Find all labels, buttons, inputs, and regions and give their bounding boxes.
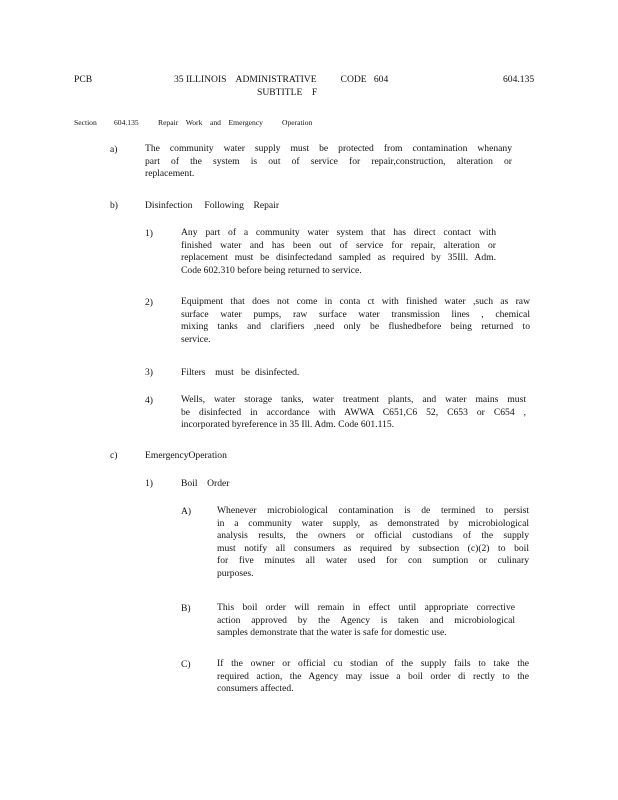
item-b2-label: 2) [145, 297, 153, 308]
item-a-text [145, 143, 512, 181]
item-b2-line: surface water pumps, raw surface water transmission lines , chemical [181, 308, 530, 320]
item-b4-text [181, 394, 526, 432]
item-b1-line: Code 602.310 before being returned to service. [181, 264, 362, 276]
item-c1c-label: C) [181, 659, 191, 670]
item-c1a-line: Whenever microbiological contamination is de termined to persist [217, 505, 529, 516]
item-c1b-line: This boil order will remain in effect until appropriate corrective [217, 602, 515, 613]
item-b2-line: mixing tanks and clarifiers ,need only be flushedbefore being returned to [181, 321, 530, 333]
item-a-label: a) [110, 144, 118, 155]
item-b2-text [181, 296, 530, 346]
item-b4-line: be disinfected in accordance with AWWA C651,C6 52, C653 or C654 , [181, 406, 526, 418]
item-c-label: c) [110, 450, 118, 461]
item-c1a-text [217, 505, 529, 581]
item-a-line: replacement. [145, 168, 195, 180]
item-c1-label: 1) [145, 478, 153, 489]
item-b-title: Disinfection Following Repair [145, 200, 280, 211]
section-title: Repair Work and Emergency Operation [158, 118, 313, 127]
item-c-title: EmergencyOperation [145, 450, 227, 461]
item-b4-line: Wells, water storage tanks, water treatment plants, and water mains must [181, 394, 526, 405]
item-c1-title: Boil Order [181, 478, 230, 489]
item-c1a-line: in a community water supply, as demonstrated by microbiological [217, 517, 529, 529]
item-b1-label: 1) [145, 228, 153, 239]
item-c1a-label: A) [181, 506, 192, 517]
item-a-line: The community water supply must be protected from contamination whenany [145, 143, 512, 154]
header-center-line1: 35 ILLINOIS ADMINISTRATIVE CODE 604 [174, 74, 389, 85]
item-b1-line: replacement must be disinfectedand sampled as required by 35Ill. Adm. [181, 252, 496, 264]
item-c1c-line: If the owner or official cu stodian of the supply fails to take the [217, 658, 529, 669]
item-c1c-text [217, 658, 529, 696]
item-b4-line: incorporated byreference in 35 Ill. Adm. Code 601.115. [181, 419, 395, 431]
item-b1-text [181, 227, 496, 277]
item-c1b-text [217, 602, 515, 640]
item-b3-text: Filters must be disinfected. [181, 367, 300, 378]
item-c1a-line: purposes. [217, 567, 254, 579]
item-b1-line: finished water and has been out of service for repair, alteration or [181, 239, 496, 251]
item-c1c-line: consumers affected. [217, 683, 294, 695]
header-right: 604.135 [503, 74, 535, 85]
item-b2-line: service. [181, 333, 211, 345]
section-label: Section [74, 118, 97, 127]
item-b3-label: 3) [145, 367, 153, 378]
item-c1a-line: must notify all consumers as required by subsection (c)(2) to boil [217, 542, 529, 554]
item-c1a-line: analysis results, the owners or official custodians of the supply [217, 530, 529, 542]
header-center-line2: SUBTITLE F [257, 87, 318, 98]
item-c1b-line: samples demonstrate that the water is safe for domestic use. [217, 627, 447, 639]
item-b2-line: Equipment that does not come in conta ct with finished water ,such as raw [181, 296, 530, 307]
item-c1c-line: required action, the Agency may issue a boil order di rectly to the [217, 670, 529, 682]
header-left: PCB [74, 74, 93, 85]
item-b1-line: Any part of a community water system that has direct contact with [181, 227, 496, 238]
item-c1b-label: B) [181, 603, 191, 614]
item-c1a-line: for five minutes all water used for con sumption or culinary [217, 555, 529, 567]
item-b4-label: 4) [145, 395, 153, 406]
item-c1b-line: action approved by the Agency is taken and microbiological [217, 614, 515, 626]
section-number: 604.135 [114, 118, 139, 127]
item-b-label: b) [110, 200, 118, 211]
item-a-line: part of the system is out of service for repair,construction, alteration or [145, 155, 512, 167]
